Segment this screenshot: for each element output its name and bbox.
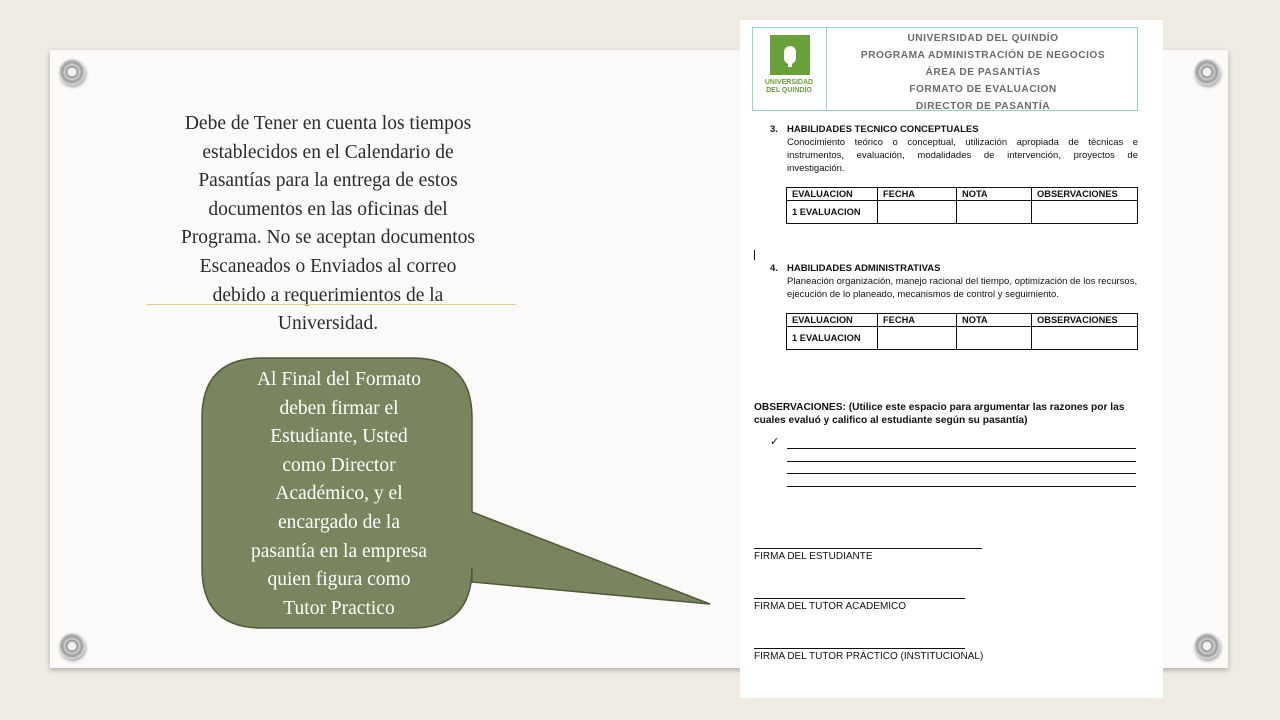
note-line: Escaneados o Enviados al correo [199,255,457,277]
col-header: EVALUACION [787,314,878,327]
section-4-title: HABILIDADES ADMINISTRATIVAS [787,263,941,274]
table-cell: 1 EVALUACION [787,327,878,350]
note-line: Programa. No se aceptan documentos [180,227,476,249]
callout-text [208,366,470,623]
col-header: EVALUACION [787,188,878,201]
note-line: debido a requerimientos de la [212,284,444,306]
section-3-title: HABILIDADES TECNICO CONCEPTUALES [787,124,979,135]
signature-line[interactable] [754,648,965,649]
text-cursor [754,250,755,260]
student-signature-label: FIRMA DEL ESTUDIANTE [754,551,873,562]
observation-line[interactable] [787,473,1136,474]
callout-line: como Director [282,454,396,476]
table-cell[interactable] [878,201,957,224]
callout-line: Académico, y el [275,483,403,505]
checkmark-icon: ✓ [770,436,780,448]
observation-line[interactable] [787,461,1136,462]
header-line: FORMATO DE EVALUACION [909,84,1057,95]
note-line: establecidos en el Calendario de [202,141,454,163]
signature-line[interactable] [754,598,965,599]
logo-mark-icon [770,35,810,75]
observation-line[interactable] [787,448,1136,449]
callout-line: Estudiante, Usted [270,426,408,448]
evaluation-form-page [740,20,1163,698]
section-4-body: Planeación organización, manejo racional del tiempo, optimización de los recursos, ejecución de lo planeado, mecanismos de control y seguimiento. [787,276,1138,300]
note-line: Pasantías para la entrega de estos [198,170,458,192]
signature-line[interactable] [754,548,982,549]
col-header: FECHA [878,314,957,327]
table-cell[interactable] [1032,327,1138,350]
col-header: NOTA [957,188,1032,201]
callout-line: Al Final del Formato [256,369,422,390]
callout-line: deben firmar el [279,397,399,419]
table-cell[interactable] [1032,201,1138,224]
table-cell[interactable] [957,327,1032,350]
practical-tutor-signature-label: FIRMA DEL TUTOR PRÁCTICO (INSTITUCIONAL) [754,651,984,662]
section-3-number: 3. [770,124,778,135]
callout-line: pasantía en la empresa [251,540,427,562]
note-line: Universidad. [277,313,379,335]
header-line: PROGRAMA ADMINISTRACIÓN DE NEGOCIOS [860,50,1106,61]
form-header-title [830,30,1136,115]
note-line: documentos en las oficinas del [208,198,448,220]
header-line: UNIVERSIDAD DEL QUINDÍO [907,33,1059,44]
note-line: Debe de Tener en cuenta los tiempos [184,113,472,134]
col-header: OBSERVACIONES [1032,314,1138,327]
logo-text: UNIVERSIDAD DEL QUINDÍO [764,79,814,94]
section-3-body: Conocimiento teórico o conceptual, utilización apropiada de técnicas e instrumentos, evaluación, modalidades de intervención, proyectos de investigación. [787,137,1138,174]
observations-prompt: OBSERVACIONES: (Utilice este espacio para argumentar las razones por las cuales evaluó y califico al estudiante según su pasantía) [754,402,1125,426]
header-line: ÁREA DE PASANTÍAS [925,67,1041,78]
callout-line: Tutor Practico [283,597,395,619]
observation-line[interactable] [787,486,1136,487]
section-4-number: 4. [770,263,778,274]
table-cell[interactable] [957,201,1032,224]
table-cell[interactable] [878,327,957,350]
col-header: OBSERVACIONES [1032,188,1138,201]
col-header: FECHA [878,188,957,201]
academic-tutor-signature-label: FIRMA DEL TUTOR ACADEMICO [754,601,907,612]
header-line: DIRECTOR DE PASANTÍA [915,101,1051,112]
evaluation-table [786,313,1138,350]
callout-line: quien figura como [267,569,411,591]
evaluation-table [786,187,1138,224]
university-logo [752,27,827,109]
table-cell: 1 EVALUACION [787,201,878,224]
col-header: NOTA [957,314,1032,327]
callout-line: encargado de la [278,511,400,533]
